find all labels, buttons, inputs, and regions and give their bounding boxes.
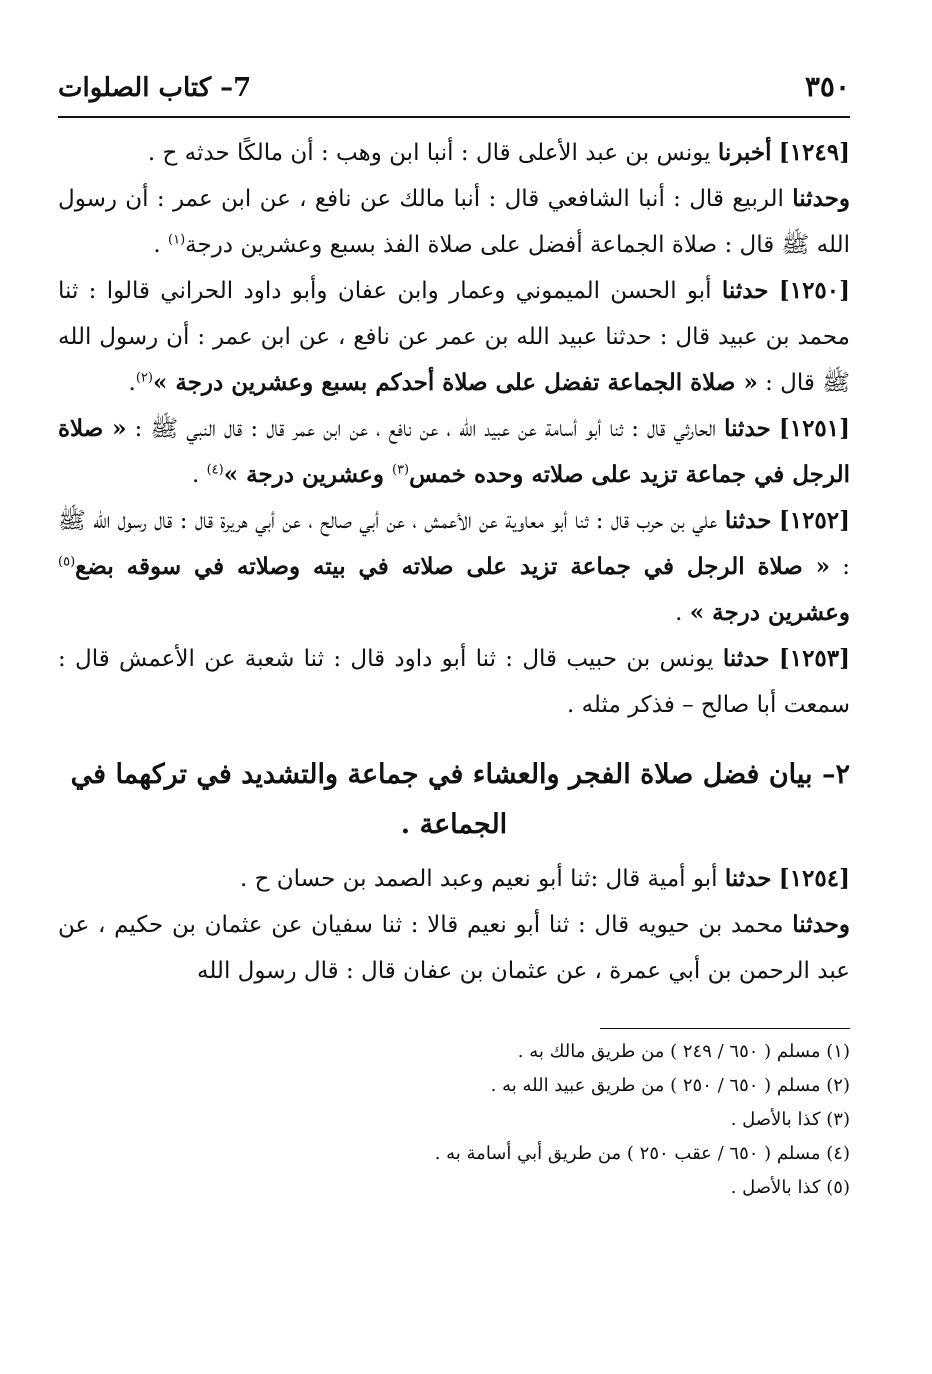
- footnote-3: (٣) كذا بالأصل .: [730, 1109, 850, 1130]
- hadith-1251: [58, 406, 850, 498]
- hadith-text: يونس بن حبيب قال : ثنا أبو داود قال : ثنا شعبة عن الأعمش قال : سمعت أبا صالح – فذكر مثله .: [58, 646, 850, 718]
- header-rule: [58, 116, 850, 118]
- hadith-lead: حدثنا: [724, 415, 771, 442]
- hadith-1254: [58, 856, 850, 902]
- hadith-text: علي بن حرب قال : ثنا أبو معاوية عن الأعمش ، عن أبي صالح ، عن أبي هريرة قال : قال رسول الله ﷺ :: [58, 508, 851, 580]
- hadith-1249: [58, 130, 850, 176]
- hadith-lead: حدثنا: [724, 507, 772, 534]
- hadith-number: [١٢٥٤]: [778, 865, 850, 892]
- hadith-text-tail: .: [675, 600, 690, 626]
- hadith-lead: وحدثنا: [792, 911, 851, 938]
- hadith-text-tail: .: [153, 232, 169, 258]
- hadith-1250: [58, 268, 850, 406]
- hadith-text: الحارثي قال : ثنا أبو أسامة عن عبيد الله ، عن نافع ، عن ابن عمر قال : قال النبي ﷺ :: [126, 416, 716, 442]
- hadith-text: أبو الحسن الميموني وعمار وابن عفان وأبو داود الحراني قالوا : ثنا محمد بن عبيد قال : حدثنا عبيد الله بن عمر عن نافع ، عن ابن عمر : أن رسول الله ﷺ قال :: [58, 278, 850, 396]
- main-text: [58, 130, 850, 994]
- hadith-text-tail: .: [128, 370, 136, 396]
- hadith-1249-chain-2: [58, 176, 850, 268]
- footnote-ref: (١): [168, 232, 186, 248]
- running-head: [58, 70, 850, 114]
- hadith-lead: حدثنا: [724, 865, 772, 892]
- section-heading-line-2: الجماعة .: [400, 809, 508, 840]
- footnote-ref: (٣): [391, 462, 410, 478]
- hadith-text: محمد بن حيويه قال : ثنا أبو نعيم قالا : ثنا سفيان عن عثمان بن حكيم ، عن عبد الرحمن بن أبي عمرة ، عن عثمان بن عفان قال : قال رسول الله: [58, 912, 850, 984]
- section-heading: [58, 750, 850, 850]
- page-number: ٣٥٠: [804, 70, 850, 103]
- hadith-text-tail: .: [191, 462, 207, 488]
- footnotes: [58, 1035, 850, 1205]
- hadith-1254-chain-2: [58, 902, 850, 994]
- hadith-lead: وحدثنا: [792, 185, 851, 212]
- hadith-matn: « صلاة الجماعة تفضل على صلاة أحدكم بسبع وعشرين درجة »: [152, 369, 758, 396]
- footnote-2: (٢) مسلم ( ٦٥٠ / ٢٥٠ ) من طريق عبيد الله به .: [490, 1075, 850, 1096]
- chapter-title: 7– كتاب الصلوات: [58, 73, 252, 103]
- footnote-ref: (٤): [206, 462, 224, 478]
- hadith-text: الربيع قال : أنبا الشافعي قال : أنبا مالك عن نافع ، عن ابن عمر : أن رسول الله ﷺ قال : صلاة الجماعة أفضل على صلاة الفذ بسبع وعشرين درجة: [58, 186, 850, 258]
- book-page: [58, 70, 850, 1350]
- footnote-4: (٤) مسلم ( ٦٥٠ / عقب ٢٥٠ ) من طريق أبي أسامة به .: [434, 1143, 850, 1164]
- section-heading-line-1: ٢– بيان فضل صلاة الفجر والعشاء في جماعة والتشديد في تركهما في: [70, 759, 850, 790]
- hadith-number: [١٢٥٣]: [778, 645, 851, 672]
- hadith-number: [١٢٥٠]: [778, 277, 851, 304]
- footnote-ref: (٢): [135, 370, 153, 386]
- hadith-matn-2: وعشرين درجة »: [689, 599, 850, 626]
- hadith-matn: « صلاة الرجل في جماعة تزيد على صلاته في بيته وصلاته في سوقه بضع: [75, 553, 831, 580]
- hadith-1253: [58, 636, 850, 728]
- hadith-text: أبو أمية قال :ثنا أبو نعيم وعبد الصمد بن حسان ح .: [239, 866, 718, 892]
- hadith-matn-2: وعشرين درجة »: [223, 461, 392, 488]
- hadith-lead: أخبرنا: [717, 139, 772, 166]
- hadith-lead: حدثنا: [722, 645, 770, 672]
- footnote-1: (١) مسلم ( ٦٥٠ / ٢٤٩ ) من طريق مالك به .: [517, 1041, 850, 1062]
- hadith-1252: [58, 498, 850, 636]
- hadith-lead: حدثنا: [721, 277, 769, 304]
- hadith-matn: « صلاة الرجل في جماعة تزيد على صلاته وحده خمس: [58, 415, 850, 488]
- footnote-ref: (٥): [58, 554, 76, 570]
- hadith-number: [١٢٥٢]: [778, 507, 851, 534]
- hadith-number: [١٢٥١]: [778, 415, 851, 442]
- hadith-text: يونس بن عبد الأعلى قال : أنبا ابن وهب : أن مالكًا حدثه ح .: [147, 140, 711, 166]
- hadith-number: [١٢٤٩]: [778, 139, 850, 166]
- footnote-rule: [600, 1028, 850, 1029]
- footnote-5: (٥) كذا بالأصل .: [730, 1177, 850, 1198]
